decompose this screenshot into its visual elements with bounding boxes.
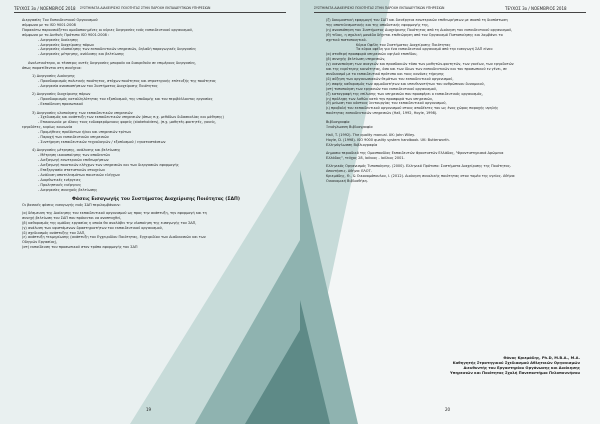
text-line: Θάνος Κριεμάδης, Ph.D, M.B.A., M.A. — [503, 356, 580, 360]
text-line: - Ανάλυση αποτελεσμάτων ποιοτικών ελέγχων — [38, 172, 120, 177]
text-line: Υπηρεσιών και Ποιότητας Σχολή Πανεπιστήμιο Πελοποννήσου — [449, 370, 580, 375]
text-line: (ζ) καταγραφή της επίλυσης των υπηρεσιών που προσφέρει ο εκπαιδευτικός οργανισμός, — [326, 91, 483, 96]
text-line: Οδηγιών Εργασίας), — [22, 240, 58, 245]
right-page — [300, 0, 600, 424]
text-line: Ελληνικός Οργανισμός Τυποποίησης. (2000). Ελληνικό Πρότυπο: Συστήματα Διαχείρισης της Ποιότητας- — [326, 164, 512, 169]
text-line: συνεχή βελτίωση του ΣΔΠ που πρόκειται να αναπτυχθεί, — [22, 215, 122, 220]
text-line: (θ) τέλος, η σχολική μονάδα δέχεται επιθεώρηση από τον Οργανισμό Πιστοποίησης και λαμβάνει το — [326, 32, 503, 37]
text-line: - Προληπτικές ενέργειες — [38, 182, 82, 187]
right-header-issue: ΤΕΥΧΟΣ 3ο / ΝΟΕΜΒΡΙΟΣ 2018 — [505, 6, 567, 11]
text-line: Hall, T. (1992). The quality manual. UK: John Wiley. — [326, 132, 415, 137]
text-line: εργοδότες, κυρίως κοινωνία — [22, 125, 73, 130]
text-line: Αναλυτικότερα, οι τέσσερις αυτές διεργασίες μπορούν να διακριθούν σε επιμέρους διεργασίες, — [28, 60, 197, 65]
text-line: Δημοσιο περιοδικό της Ομοσπονδίας Εκπαιδευτών Φροντιστών Ελλάδας, "Φροντιστηριακά Δρώμενα — [326, 151, 504, 156]
text-line: ποιότητας εκπαιδευτικών υπηρεσιών (Hall, 1992, Hoyle, 1998). — [326, 111, 438, 116]
text-line: Διευθυντής του Εργαστηρίου Οργάνωσης και Διοίκησης — [463, 365, 580, 370]
text-line: - Διεξαγωγή εσωτερικών επιθεωρήσεων — [38, 158, 109, 163]
author-signature — [390, 356, 580, 376]
right-page-number: 20 — [445, 407, 451, 412]
text-line: - Επεξεργασία στατιστικών στοιχείων — [38, 167, 105, 172]
text-line: σύμφωνα με το Διεθνές Πρότυπο ISO 9001:2008 : — [22, 32, 110, 37]
text-line: Παρακάτω παρουσιάζεται ομαδοποιημένες οι κύριες διεργασίες ενός εκπαιδευτικού οργανισμού, — [22, 27, 194, 32]
left-header-rule — [14, 12, 286, 13]
text-line: Hoyle, D. (1998). ISO 9000 quality system handbook. UK: Butterworth. — [326, 137, 450, 142]
text-line: της αποτελεσματικής και της αποδοτικής εφαρμογής της, — [326, 22, 430, 27]
text-line: - Διεργασίες υλοποίησης των εκπαιδευτικών υπηρεσιών, δηλαδή παραγωγικές διεργασίες — [38, 47, 197, 52]
text-line: - Εκπαίδευση προσωπικού — [38, 102, 83, 107]
text-line: Διεργασίες Του Εκπαιδευτικού Οργανισμού — [22, 18, 98, 22]
left-header-issue: ΤΕΥΧΟΣ 3ο / ΝΟΕΜΒΡΙΟΣ 2018 — [14, 6, 76, 11]
text-line: - Παροχή των εκπαιδευτικών υπηρεσιών — [38, 135, 109, 140]
text-line: - Διορθωτικές ενέργειες — [38, 177, 81, 182]
text-line: - Διεργασίες διοίκησης — [38, 37, 79, 42]
text-line: Ξενόγλωσση Βιβλιογραφία — [326, 124, 373, 129]
text-line: - Επικοινωνία με όλους τους ενδιαφερόμενους φορείς (stakeholders), (π.χ. μαθητές-φοιτητές, γονείς, — [38, 120, 217, 125]
text-line: - Διεργασίες διαχείρισης πόρων — [38, 42, 95, 47]
text-line: Τα κύρια οφέλη για ένα εκπαιδευτικό οργανισμό από την εισαγωγή ΣΔΠ είναι: — [356, 47, 494, 52]
text-line: (ε) ανάπτυξη τεκμηρίωσης (ανάπτυξη του Εγχειριδίου Ποιότητας, Εγχειριδίου των Διαδικασιών και των — [22, 235, 206, 240]
left-body-text — [22, 18, 290, 250]
text-line: σχετικό πιστοποιητικό. — [326, 37, 367, 42]
text-line: 2) Διεργασίες διαχείρισης πόρων — [32, 92, 91, 97]
text-line: (ι) προβολή του εκπαιδευτικού οργανισμού στους αποδέκτες του ως ένας χώρος παροχής υψηλής — [326, 106, 499, 111]
text-line: (β) συνεχής βελτίωση υπηρεσιών, — [326, 57, 386, 62]
text-line: (δ) αύξηση των οργανωσιακών θεμάτων του εκπαιδευτικού οργανισμού, — [326, 76, 454, 81]
right-header-title: ΣΥΣΤΗΜΑΤΑ ΔΙΑΧΕΙΡΙΣΗΣ ΠΟΙΟΤΗΤΑΣ ΣΤΗΝ ΠΑΡΟΧΗ ΕΚΠΑΙΔΕΥΤΙΚΩΝ ΥΠΗΡΕΣΙΩΝ — [314, 6, 445, 10]
text-line: - Διεργασία ανασκοπήσεων του Συστήματος Διαχείρισης Ποιότητας — [38, 83, 158, 88]
text-line: (θ) μείωση του κόστους λειτουργίας του εκπαιδευτικού οργανισμού, — [326, 101, 447, 106]
text-line: - Μέτρηση ικανοποίησης των αποδεκτών — [38, 153, 111, 158]
text-line: (β) καθορισμός της ομάδας εργασίας η οποία θα αναλάβει την υλοποίηση της εισαγωγής του ΣΔΠ, — [22, 220, 197, 225]
left-header-title: ΣΥΣΤΗΜΑΤΑ ΔΙΑΧΕΙΡΙΣΗΣ ΠΟΙΟΤΗΤΑΣ ΣΤΗΝ ΠΑΡΟΧΗ ΕΚΠΑΙΔΕΥΤΙΚΩΝ ΥΠΗΡΕΣΙΩΝ — [80, 6, 211, 10]
text-line: (στ) εκπαίδευση του προσωπικού στον τρόπο εφαρμογής του ΣΔΠ — [22, 245, 138, 250]
text-line: (η) ανασκόπηση του Συστήματος Διαχείρισης Ποιότητας από τη Διοίκηση του εκπαιδευτικού οργανισμού, — [326, 27, 513, 32]
text-line: Απαιτήσεις. Αθήνα: ΕΛΟΤ. — [326, 169, 372, 174]
text-line: (γ) ικανοποίηση των αναγκών και προσδοκιών τόσο των μαθητών-φοιτητών, των γονέων, των εργοδοτών — [326, 62, 514, 67]
text-line: Καθηγητής Στρατηγικού Σχεδιασμού Αθλητικών Οργανισμών — [452, 360, 580, 365]
text-line: 1) Διεργασίες Διοίκησης — [32, 74, 75, 79]
text-line: Βιβλιογραφία — [326, 119, 350, 124]
text-line: 3) Διεργασίες υλοποίησης των εκπαιδευτικών υπηρεσιών — [32, 110, 133, 115]
text-line: (α) σταθερή προσφορά υπηρεσιών υψηλού επιπέδου, — [326, 52, 418, 57]
text-line: (δ) σχεδιασμός ανάπτυξης του ΣΔΠ, — [22, 230, 86, 235]
left-page-number: 19 — [146, 407, 152, 412]
right-body-text — [326, 18, 588, 184]
text-line: Οικονομική Βιβλιοθήκη. — [326, 179, 369, 184]
text-line: - Σχεδιασμός και ανάπτυξη των εκπαιδευτικών υπηρεσιών (όπως π.χ. μεθόδων διδασκαλίας και μάθησης) — [38, 115, 224, 120]
text-line: - Διεξαγωγή ποιοτικών ελέγχων των υπηρεσιών και των διεργασιών εφαρμογής — [38, 163, 179, 168]
text-line: (α) δέσμευση της Διοίκησης του εκπαιδευτικού οργανισμού ως προς την ανάπτυξη, την εφαρμογή και τη — [22, 210, 207, 215]
text-line: (γ) ανάλυση των υφιστάμενων δραστηριοτήτων του εκπαιδευτικού οργανισμού, — [22, 225, 163, 230]
text-line: (η) πρόληψη των λαθών κατά την προσφορά των υπηρεσιών, — [326, 96, 434, 101]
text-line: - Συντήρηση εκπαιδευτικών τεχνολογιών / εξοπλισμού / εγκαταστάσεων — [38, 139, 166, 144]
text-line: σύμφωνα με το ISO 9001:2008 — [22, 22, 76, 27]
text-line: - Προσδιορισμός πολιτικής ποιότητας, στόχων ποιότητας και στρατηγικής επίτευξής της ποιότητας — [38, 78, 216, 83]
text-line: (στ) τυποποίηση των εργασιών του εκπαιδευτικού οργανισμού, — [326, 86, 437, 91]
text-line: - Διεργασίες μέτρησης, ανάλυσης και βελτίωσης — [38, 52, 125, 57]
text-line: συνδυασμό με το εκπαιδευτικό πρότυπο και τους κανόνες τήρησης — [326, 71, 444, 76]
text-line: όπως παρατίθενται στη συνέχεια: — [22, 65, 82, 70]
section-title: Φάσεις Εισαγωγής του Συστήματος Διαχείρισης Ποιότητας (ΣΔΠ) — [72, 196, 240, 202]
text-line: - Προσδιορισμός καταλληλότητας του εξοπλισμού, της υποδομής και του περιβάλλοντος εργασίας — [38, 97, 213, 102]
text-line: - Προμήθειες προϊόντων ή/και και υπηρεσιών τρίτων — [38, 130, 132, 135]
right-header-rule — [314, 12, 586, 13]
text-line: Οι βασικές φάσεις εισαγωγής ενός ΣΔΠ περιλαμβάνουν: — [22, 202, 121, 207]
text-line: (ζ) δοκιμαστική εφαρμογή του ΣΔΠ και διενέργεια εσωτερικών επιθεωρήσεων με σκοπό τη διαπίστωση — [326, 18, 508, 22]
text-line: και της ευρύτερης κοινότητας, όσο και των ίδιων των εκπαιδευτικών και του προσωπικού εν γένει, σε — [326, 67, 507, 72]
text-line: Κριεμάδης, Θ., & Οικονομόπουλου, Ι. (2012). Διοίκηση συνολικής ποιότητας στον τομέα της υγείας. Αθήνα: — [326, 174, 516, 179]
text-line: - Διεργασίες συνεχούς βελτίωσης — [38, 187, 98, 192]
text-line: 4) Διεργασίες μέτρησης, ανάλυσης και βελτίωσης — [32, 148, 121, 153]
text-line: Ελληνόγλωσση Βιβλιογραφία — [326, 142, 378, 147]
text-line: Κύρια Οφέλη του Συστήματος Διαχείρισης Ποιότητας — [356, 42, 451, 47]
text-line: Ελλάδος", τεύχος 28, Ιούνιος - Ιούλιος 2001. — [326, 156, 405, 161]
text-line: (ε) σαφής καθορισμός των αρμοδιοτήτων και υπευθυνοτήτων του ανθρώπινου δυναμικού, — [326, 81, 485, 86]
